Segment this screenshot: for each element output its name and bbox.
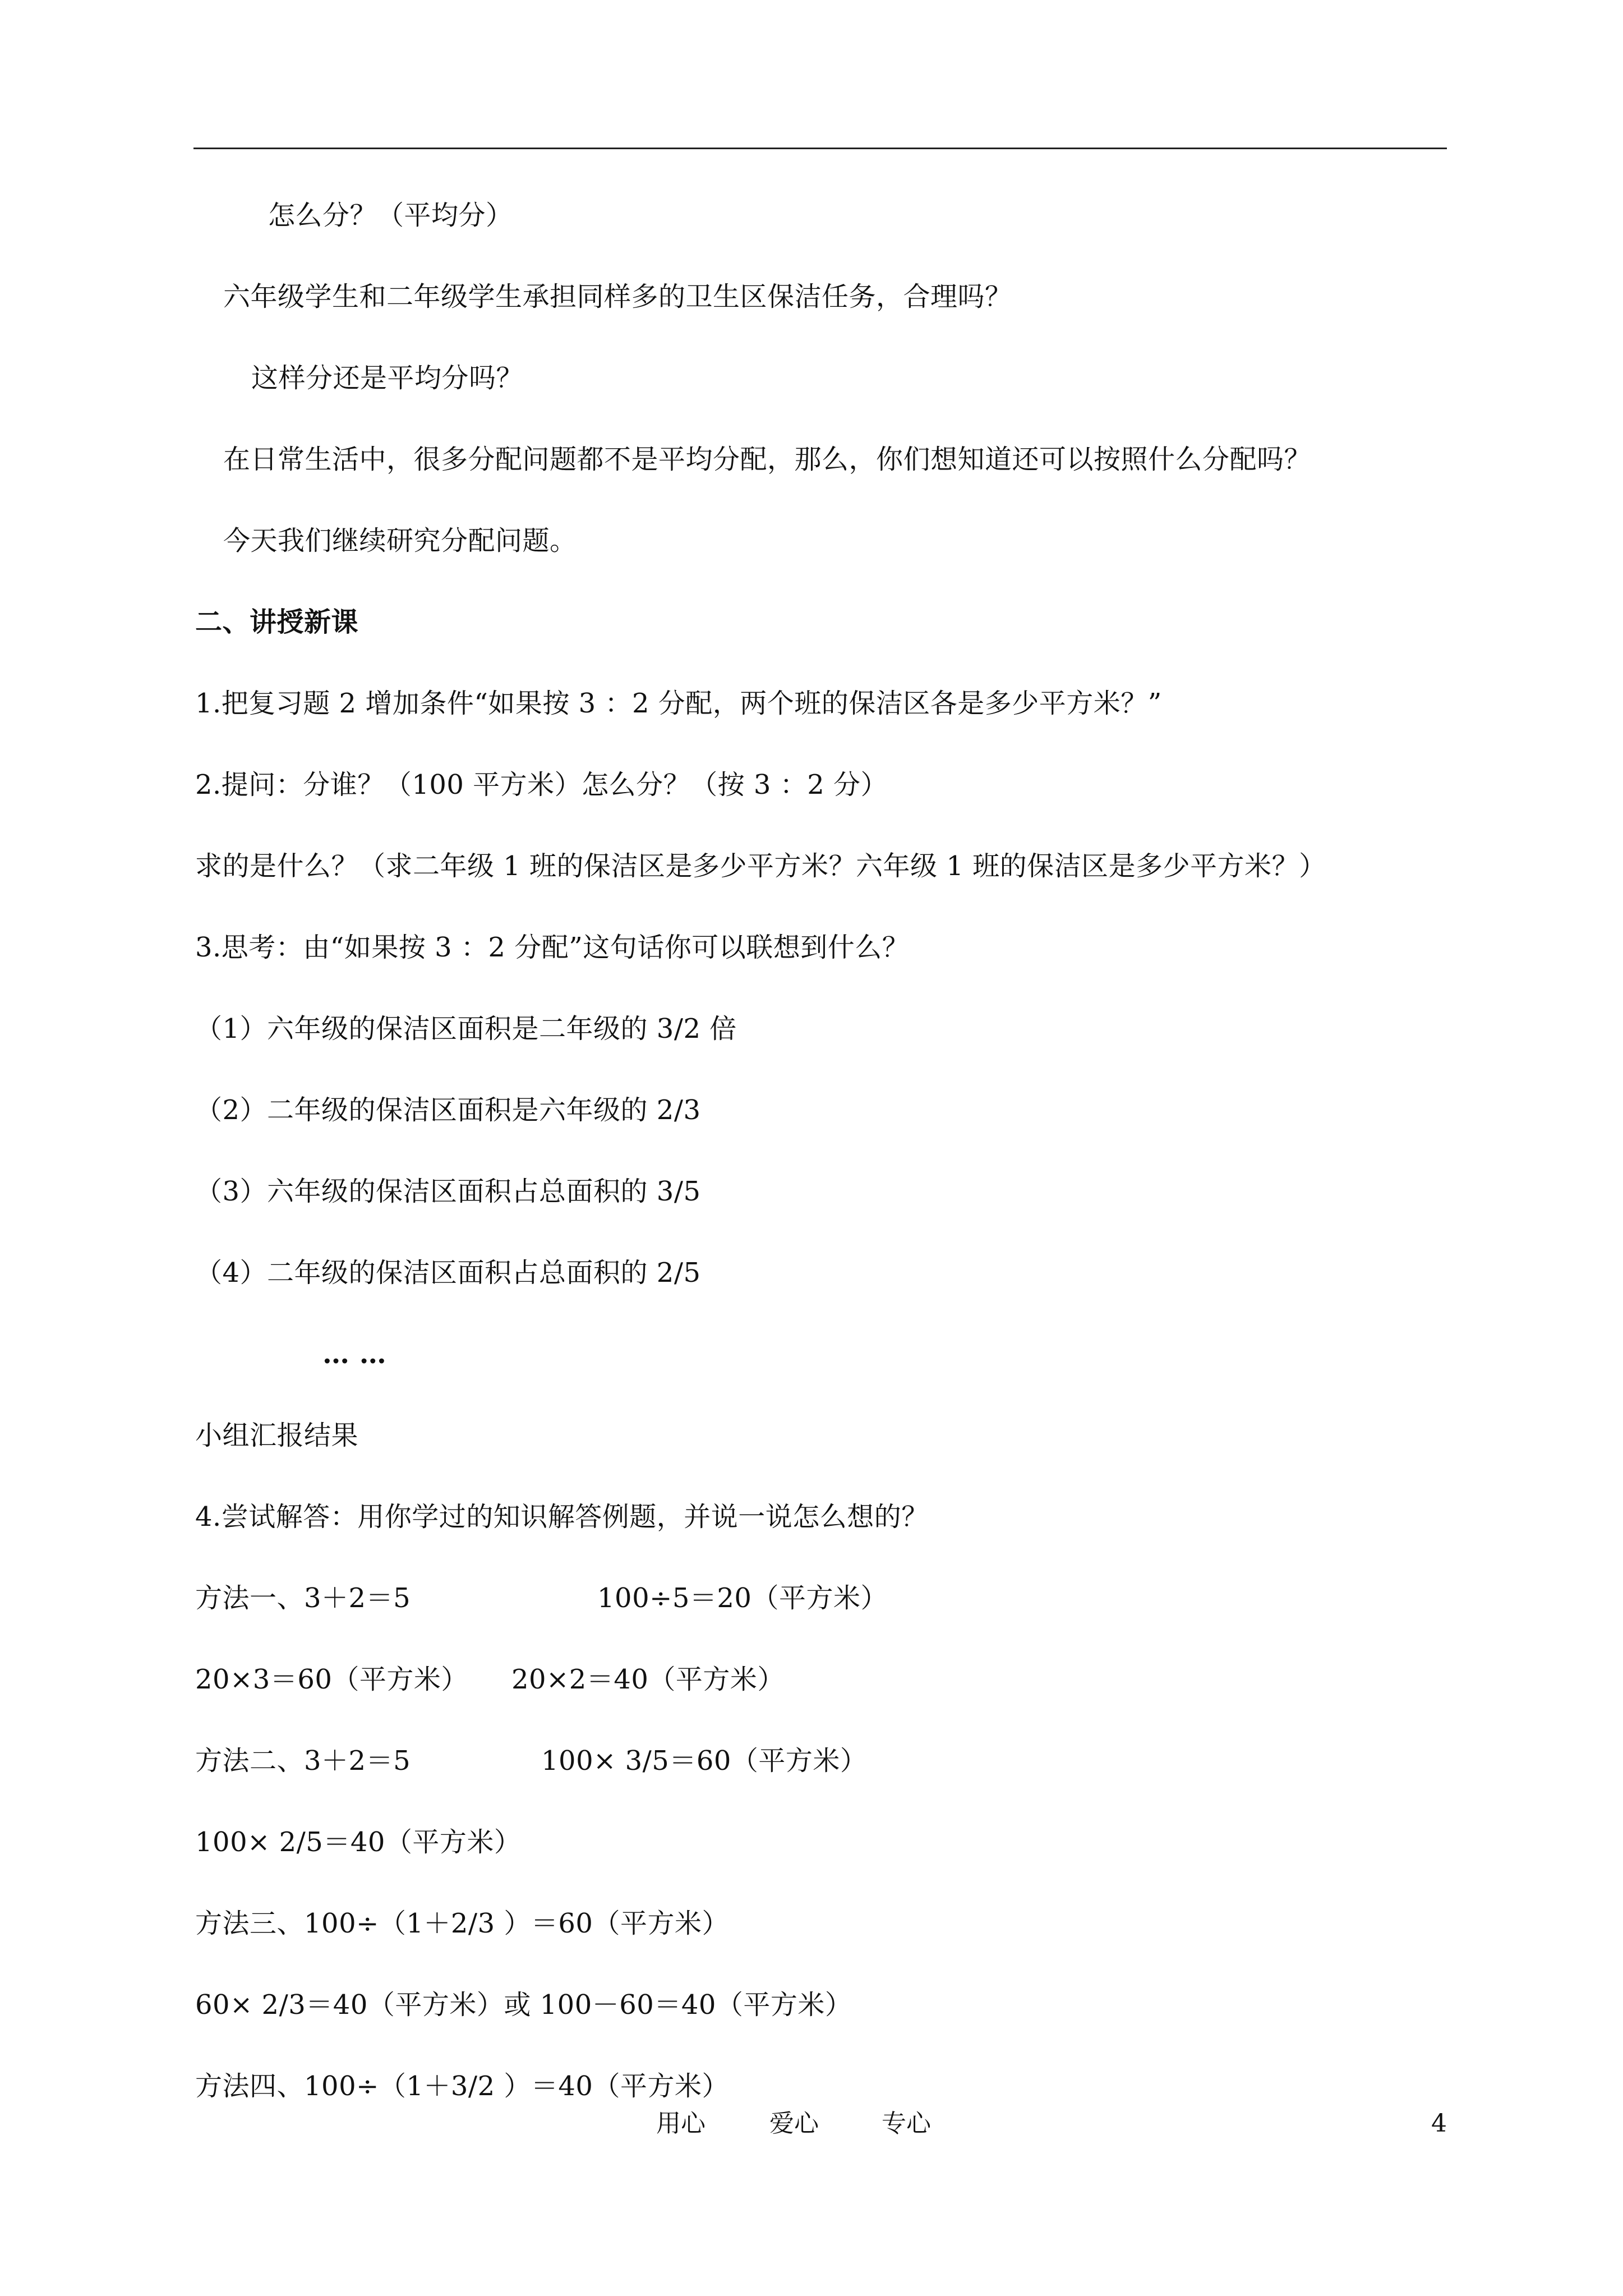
equation: 100× 2/5＝40（平方米）: [195, 1826, 522, 1858]
equation: 60× 2/3＝40（平方米）或 100－60＝40（平方米）: [195, 1989, 852, 2021]
text-line: 怎么分？（平均分）: [268, 200, 513, 231]
text-line: 1.把复习题 2 增加条件“如果按 3 ：2 分配，两个班的保洁区各是多少平方米？”: [195, 688, 1162, 719]
list-item: （2）二年级的保洁区面积是六年级的 2/3: [195, 1094, 701, 1126]
ellipsis: … …: [322, 1338, 387, 1370]
text-line: 2.提问：分谁？（100 平方米）怎么分？（按 3 ：2 分）: [195, 769, 888, 800]
text-line: 小组汇报结果: [195, 1420, 359, 1451]
text-line: 这样分还是平均分吗？: [251, 362, 524, 394]
header-rule: [193, 148, 1447, 149]
text-line: 在日常生活中，很多分配问题都不是平均分配，那么，你们想知道还可以按照什么分配吗？: [223, 444, 1312, 475]
equation: 20×2＝40（平方米）: [511, 1664, 785, 1695]
method-label: 方法一、3＋2＝5: [195, 1582, 411, 1614]
footer-motto: 专心: [882, 2109, 931, 2138]
page-number: 4: [1431, 2109, 1447, 2138]
equation: 100× 3/5＝60（平方米）: [541, 1745, 868, 1777]
method-label: 方法四、100÷（1＋3/2 ）＝40（平方米）: [195, 2070, 729, 2102]
section-heading: 二、讲授新课: [195, 606, 359, 638]
text-line: 六年级学生和二年级学生承担同样多的卫生区保洁任务，合理吗？: [223, 281, 1012, 312]
equation: 20×3＝60（平方米）: [195, 1664, 468, 1695]
list-item: （1）六年级的保洁区面积是二年级的 3/2 倍: [195, 1013, 737, 1045]
method-label: 方法三、100÷（1＋2/3 ）＝60（平方米）: [195, 1908, 729, 1939]
text-line: 3.思考：由“如果按 3 ：2 分配”这句话你可以联想到什么？: [195, 932, 910, 963]
list-item: （3）六年级的保洁区面积占总面积的 3/5: [195, 1176, 701, 1207]
equation: 100÷5＝20（平方米）: [597, 1582, 888, 1614]
method-label: 方法二、3＋2＝5: [195, 1745, 411, 1777]
text-line: 今天我们继续研究分配问题。: [223, 525, 577, 556]
list-item: （4）二年级的保洁区面积占总面积的 2/5: [195, 1257, 701, 1289]
text-line: 4.尝试解答：用你学过的知识解答例题，并说一说怎么想的？: [195, 1501, 929, 1533]
footer-motto: 用心: [656, 2109, 706, 2138]
footer-motto: 爱心: [769, 2109, 819, 2138]
text-line: 求的是什么？（求二年级 1 班的保洁区是多少平方米？六年级 1 班的保洁区是多少平方米？）: [195, 850, 1326, 882]
